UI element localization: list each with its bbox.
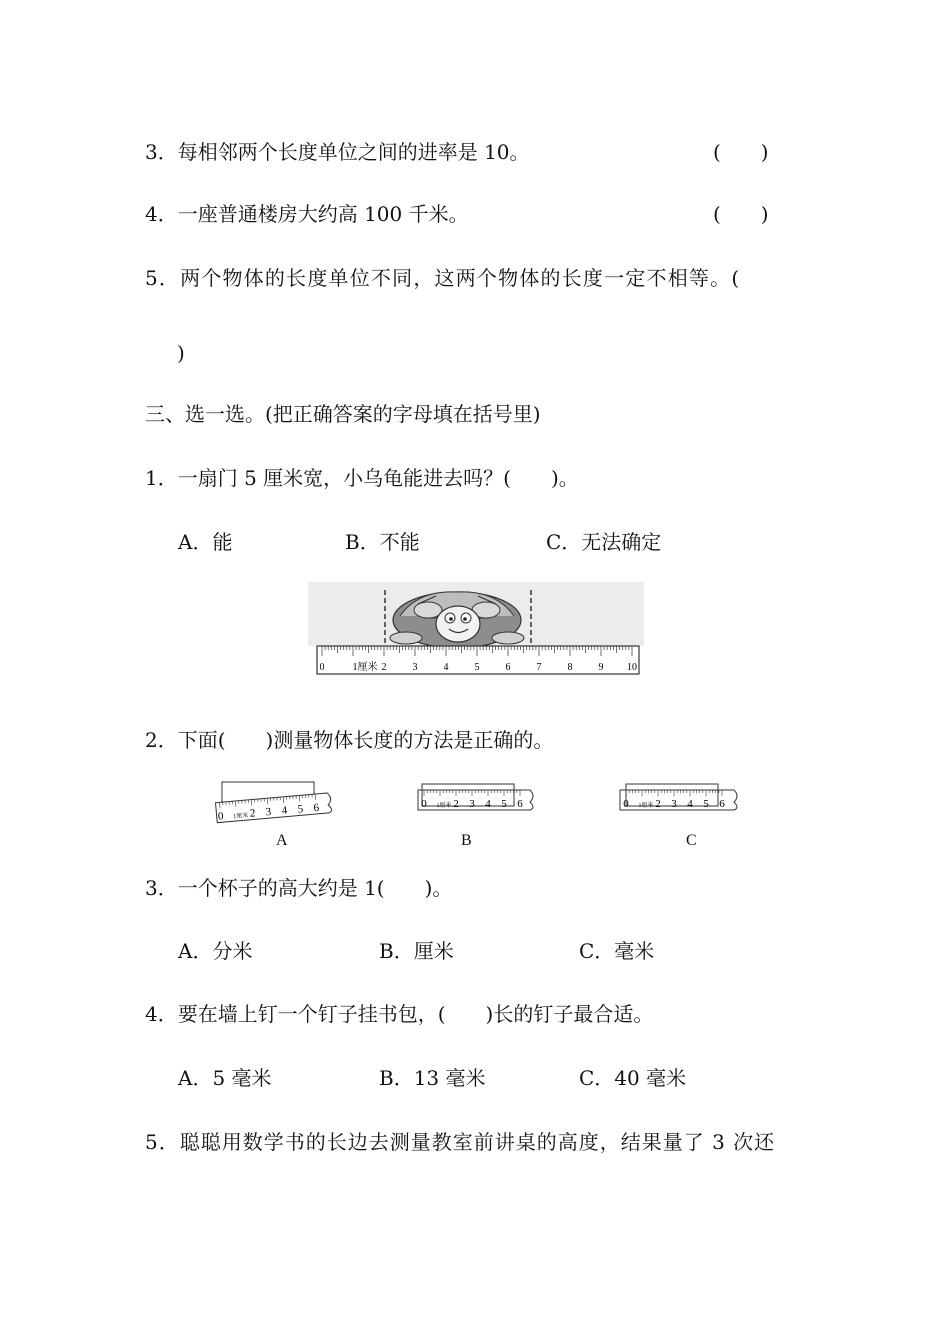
ruler-label: 4	[281, 804, 288, 817]
ruler-label: 4	[687, 798, 693, 810]
mc-q4-option-c[interactable]: C．40 毫米	[579, 1066, 687, 1090]
figure-a-caption[interactable]: A	[276, 832, 288, 849]
turtle-ruler-figure	[308, 582, 644, 678]
figure-c-caption[interactable]: C	[686, 832, 697, 849]
figure-a-tilted-ruler	[210, 776, 340, 824]
section-3-title: 三、选一选。(把正确答案的字母填在括号里)	[145, 402, 541, 426]
ruler-label: 3	[265, 805, 272, 819]
mc-q1-option-b[interactable]: B．不能	[345, 530, 420, 554]
ruler-label: 0	[217, 810, 224, 823]
mc-q3-option-c[interactable]: C．毫米	[579, 939, 655, 963]
judge-question-5: 5．两个物体的长度单位不同，这两个物体的长度一定不相等。(	[145, 266, 741, 290]
mc-q1-option-a[interactable]: A．能	[178, 530, 233, 554]
ruler-label: 1厘米	[638, 803, 654, 809]
ruler-label: 2	[249, 807, 256, 820]
mc-question-1: 1．一扇门 5 厘米宽，小乌龟能进去吗？( )。	[145, 466, 579, 490]
ruler-label: 5	[474, 662, 480, 673]
ruler-label: 6	[517, 798, 523, 810]
ruler-label: 2	[453, 798, 459, 810]
ruler-label: 2	[655, 798, 661, 810]
ruler-label: 3	[469, 798, 475, 810]
ruler-label: 6	[313, 801, 320, 815]
mc-q4-option-b[interactable]: B．13 毫米	[379, 1066, 486, 1090]
ruler-label: 5	[297, 803, 304, 816]
ruler-label: 1厘米	[233, 812, 249, 821]
mc-question-3: 3．一个杯子的高大约是 1( )。	[145, 876, 453, 900]
ruler-label: 1厘米	[436, 803, 452, 809]
ruler-label: 4	[485, 798, 491, 810]
judge-question-4: 4．一座普通楼房大约高 100 千米。	[145, 202, 469, 226]
ruler-label: 9	[598, 662, 604, 673]
ruler-label: 3	[412, 662, 418, 673]
judge-question-3: 3．每相邻两个长度单位之间的进率是 10。	[145, 140, 530, 164]
figure-b-ruler	[416, 780, 546, 816]
ruler-label: 2	[381, 662, 387, 673]
mc-q1-option-c[interactable]: C．无法确定	[546, 530, 662, 554]
ruler-label: 7	[536, 662, 542, 673]
mc-q3-option-b[interactable]: B．厘米	[379, 939, 454, 963]
ruler-label: 3	[671, 798, 677, 810]
ruler-label: 10	[627, 662, 637, 673]
figure-b-caption[interactable]: B	[461, 832, 472, 849]
ruler-label: 6	[505, 662, 511, 673]
mc-q3-option-a[interactable]: A．分米	[178, 939, 253, 963]
ruler-label: 8	[567, 662, 573, 673]
judge-question-5-closing-paren[interactable]: )	[177, 341, 185, 365]
mc-question-4: 4．要在墙上钉一个钉子挂书包，( )长的钉子最合适。	[145, 1002, 654, 1026]
judge-answer-paren-3[interactable]: ( )	[713, 140, 769, 164]
figure-c-ruler	[618, 780, 748, 816]
ruler-label: 4	[443, 662, 449, 673]
ruler-label: 1厘米	[352, 662, 378, 673]
ruler-label: 5	[501, 798, 507, 810]
ruler-label: 0	[623, 798, 629, 810]
judge-answer-paren-4[interactable]: ( )	[713, 202, 769, 226]
ruler-label: 0	[319, 662, 325, 673]
ruler-label: 0	[421, 798, 427, 810]
mc-question-5: 5．聪聪用数学书的长边去测量教室前讲桌的高度，结果量了 3 次还	[145, 1130, 776, 1154]
mc-question-2: 2．下面( )测量物体长度的方法是正确的。	[145, 728, 554, 752]
ruler-label: 6	[719, 798, 725, 810]
mc-q4-option-a[interactable]: A．5 毫米	[178, 1066, 272, 1090]
ruler-label: 5	[703, 798, 709, 810]
